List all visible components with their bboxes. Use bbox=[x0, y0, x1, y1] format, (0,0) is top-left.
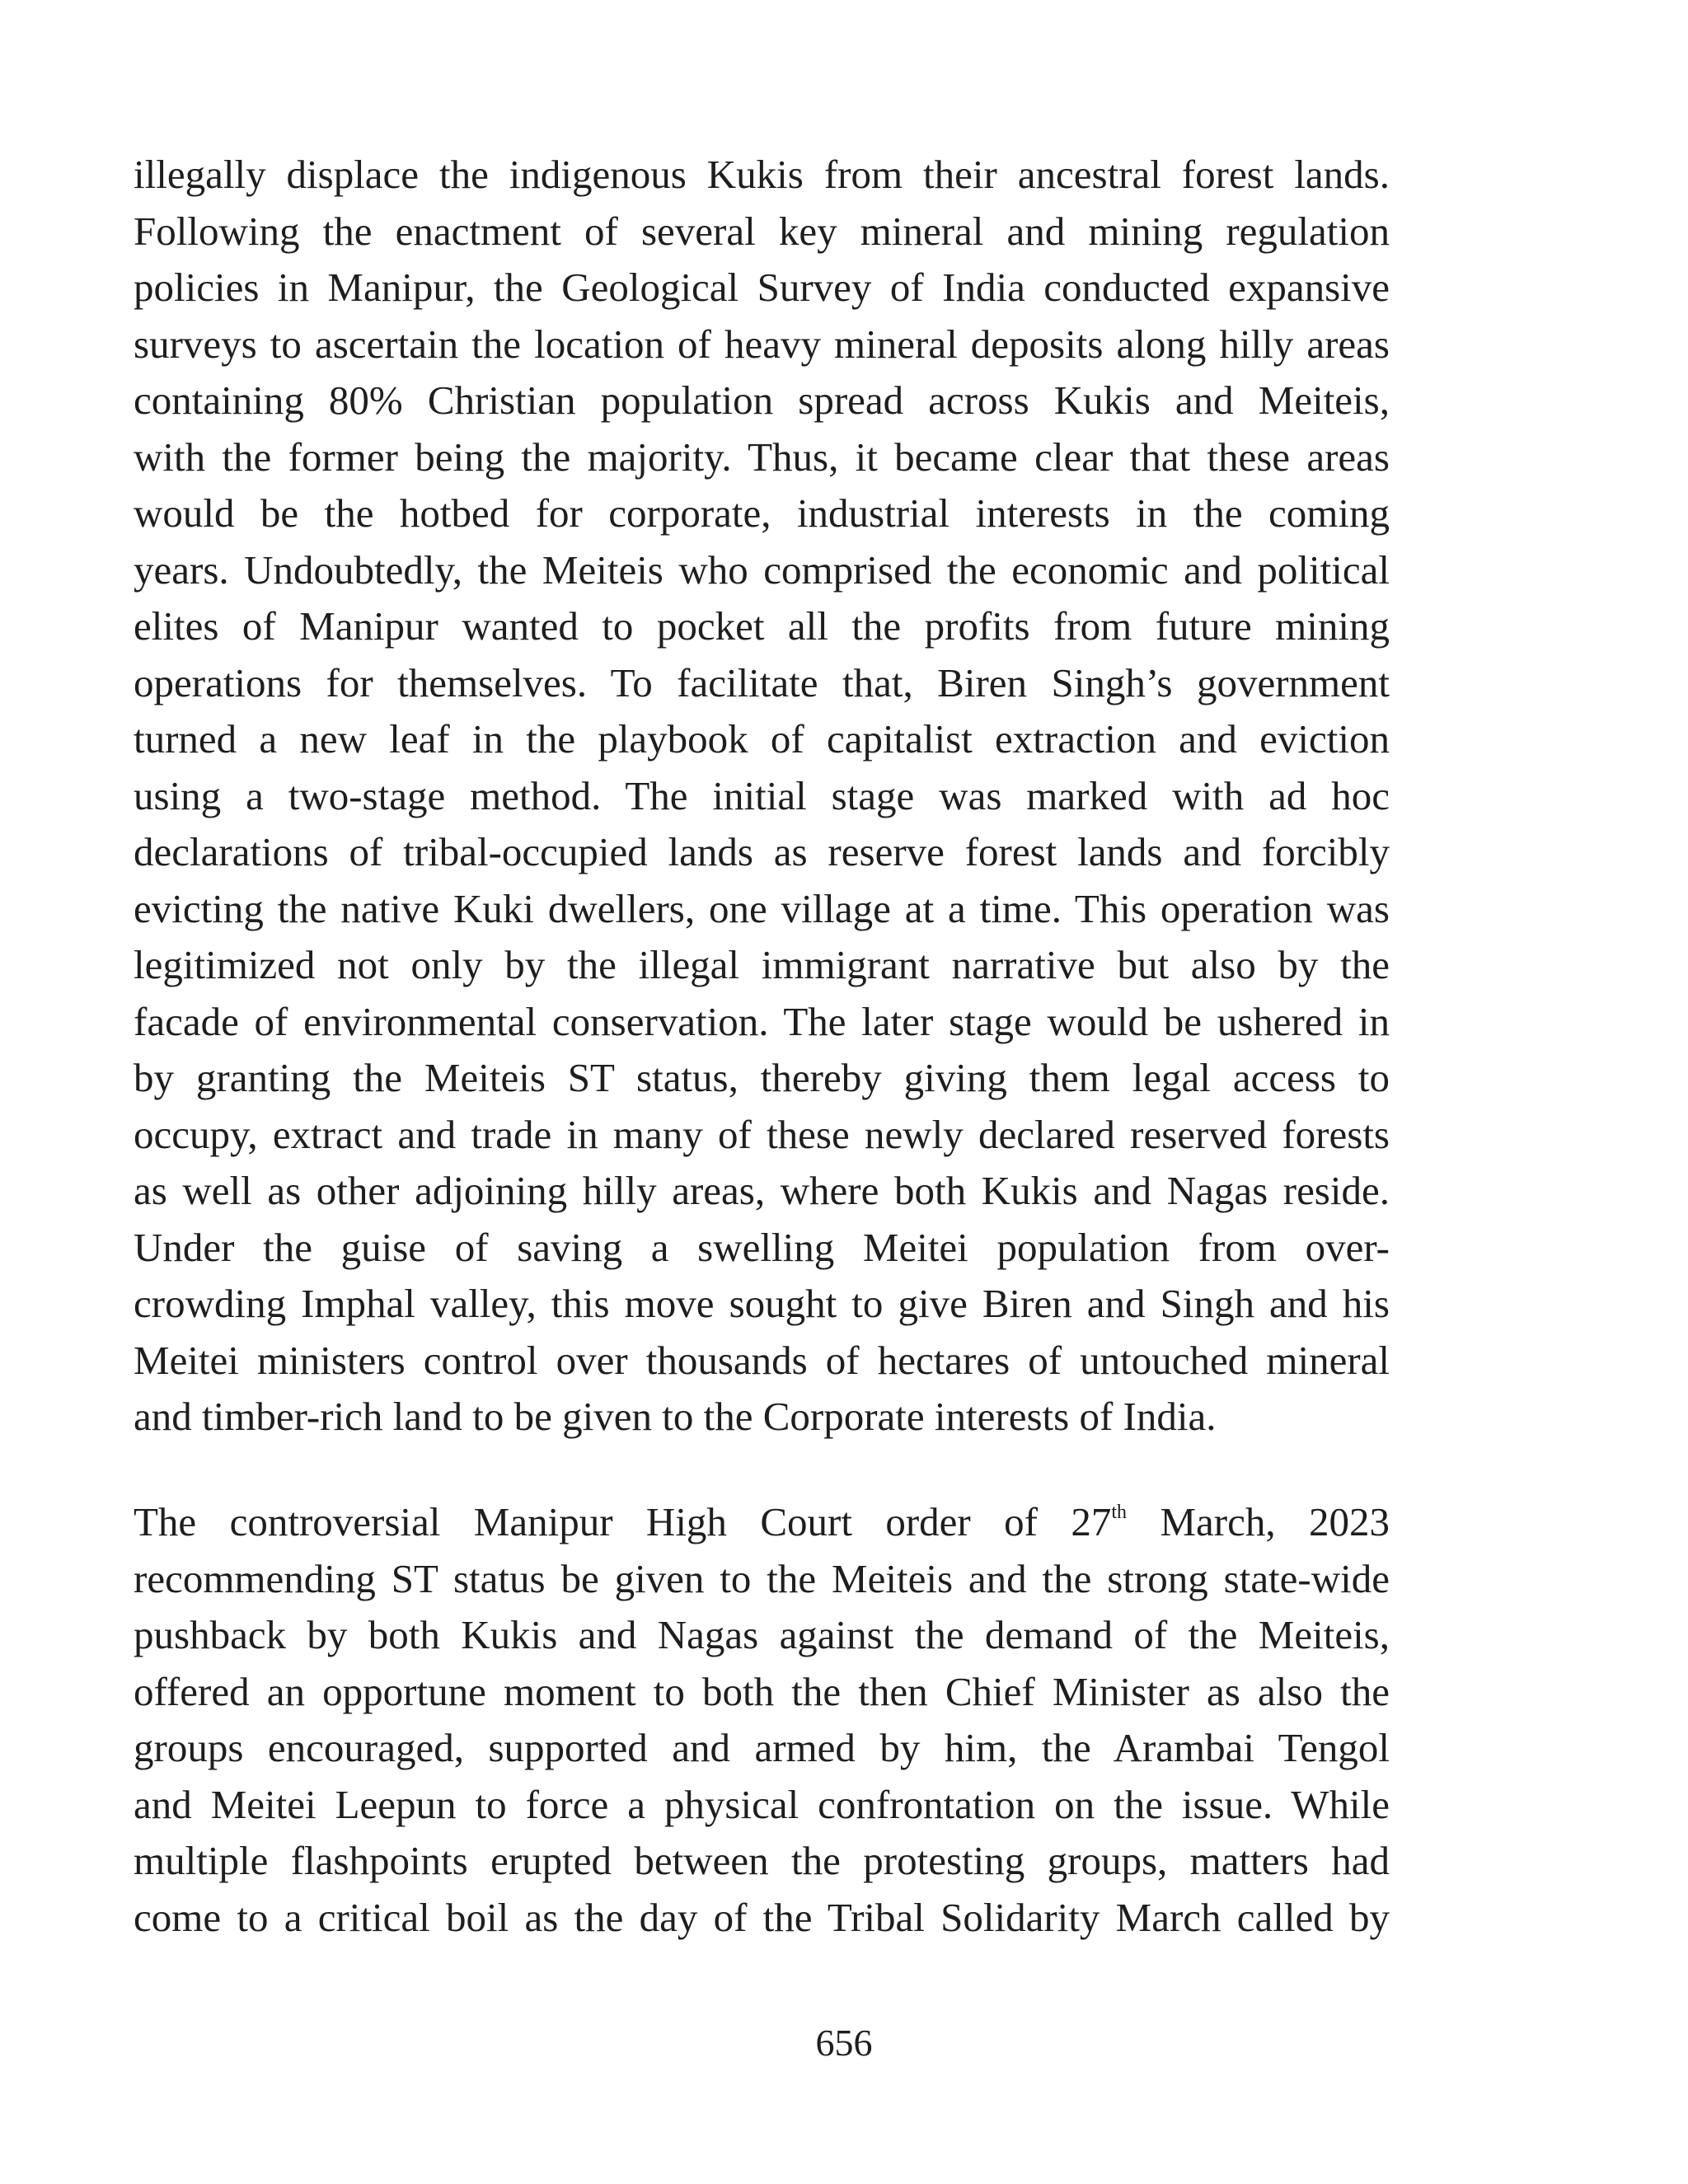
ordinal-superscript: th bbox=[1111, 1501, 1128, 1523]
text-line: groups encouraged, supported and armed by him, the Arambai Tengol bbox=[134, 1725, 1390, 1770]
text-line: surveys to ascertain the location of heavy mineral deposits along hilly areas bbox=[134, 321, 1390, 367]
text-line: with the former being the majority. Thus, it became clear that these areas bbox=[134, 434, 1390, 480]
text-line: declarations of tribal-occupied lands as reserve forest lands and forcibly bbox=[134, 829, 1390, 874]
text-line: Meitei ministers control over thousands of hectares of untouched mineral bbox=[134, 1337, 1390, 1383]
text-line: illegally displace the indigenous Kukis from their ancestral forest lands. bbox=[134, 152, 1390, 197]
text-line: policies in Manipur, the Geological Survey of India conducted expansive bbox=[134, 265, 1390, 310]
text-line: years. Undoubtedly, the Meiteis who comprised the economic and political bbox=[134, 546, 1390, 593]
text-line: offered an opportune moment to both the then Chief Minister as also the bbox=[134, 1668, 1390, 1714]
text-line: turned a new leaf in the playbook of capitalist extraction and eviction bbox=[134, 716, 1390, 762]
text-line: crowding Imphal valley, this move sought to give Biren and Singh and his bbox=[134, 1281, 1390, 1326]
text-line: Following the enactment of several key mineral and mining regulation bbox=[134, 208, 1390, 254]
text-line: legitimized not only by the illegal immigrant narrative but also by the bbox=[134, 942, 1390, 987]
text-line: containing 80% Christian population spread across Kukis and Meiteis, bbox=[134, 377, 1390, 423]
text-line: and timber-rich land to be given to the Corporate interests of India. bbox=[134, 1394, 1217, 1439]
text-line: would be the hotbed for corporate, industrial interests in the coming bbox=[134, 490, 1390, 536]
paragraph-2 bbox=[134, 1494, 1390, 1946]
text-line: recommending ST status be given to the Meiteis and the strong state-wide bbox=[134, 1555, 1390, 1601]
text-line: evicting the native Kuki dwellers, one village at a time. This operation was bbox=[134, 885, 1390, 931]
page-number: 656 bbox=[815, 2022, 873, 2064]
text-line: multiple flashpoints erupted between the protesting groups, matters had bbox=[134, 1838, 1390, 1883]
text-line: pushback by both Kukis and Nagas against the demand of the Meiteis, bbox=[134, 1612, 1390, 1657]
text-line: elites of Manipur wanted to pocket all the profits from future mining bbox=[134, 603, 1390, 649]
text-line: Under the guise of saving a swelling Meitei population from over- bbox=[134, 1224, 1390, 1270]
text-line: occupy, extract and trade in many of these newly declared reserved forests bbox=[134, 1111, 1390, 1157]
text-line: by granting the Meiteis ST status, thereby giving them legal access to bbox=[134, 1055, 1390, 1100]
text-line: operations for themselves. To facilitate that, Biren Singh’s government bbox=[134, 659, 1390, 705]
paragraph-1 bbox=[134, 147, 1390, 1446]
text-line: as well as other adjoining hilly areas, where both Kukis and Nagas reside. bbox=[134, 1168, 1390, 1213]
text-line: using a two-stage method. The initial stage was marked with ad hoc bbox=[134, 772, 1390, 818]
text-line: come to a critical boil as the day of the Tribal Solidarity March called by bbox=[134, 1894, 1390, 1940]
text-line: The controversial Manipur High Court order of 27th March, 2023 bbox=[134, 1499, 1390, 1544]
text-line: and Meitei Leepun to force a physical confrontation on the issue. While bbox=[134, 1781, 1390, 1827]
text-line: facade of environmental conservation. The later stage would be ushered in bbox=[134, 998, 1390, 1044]
